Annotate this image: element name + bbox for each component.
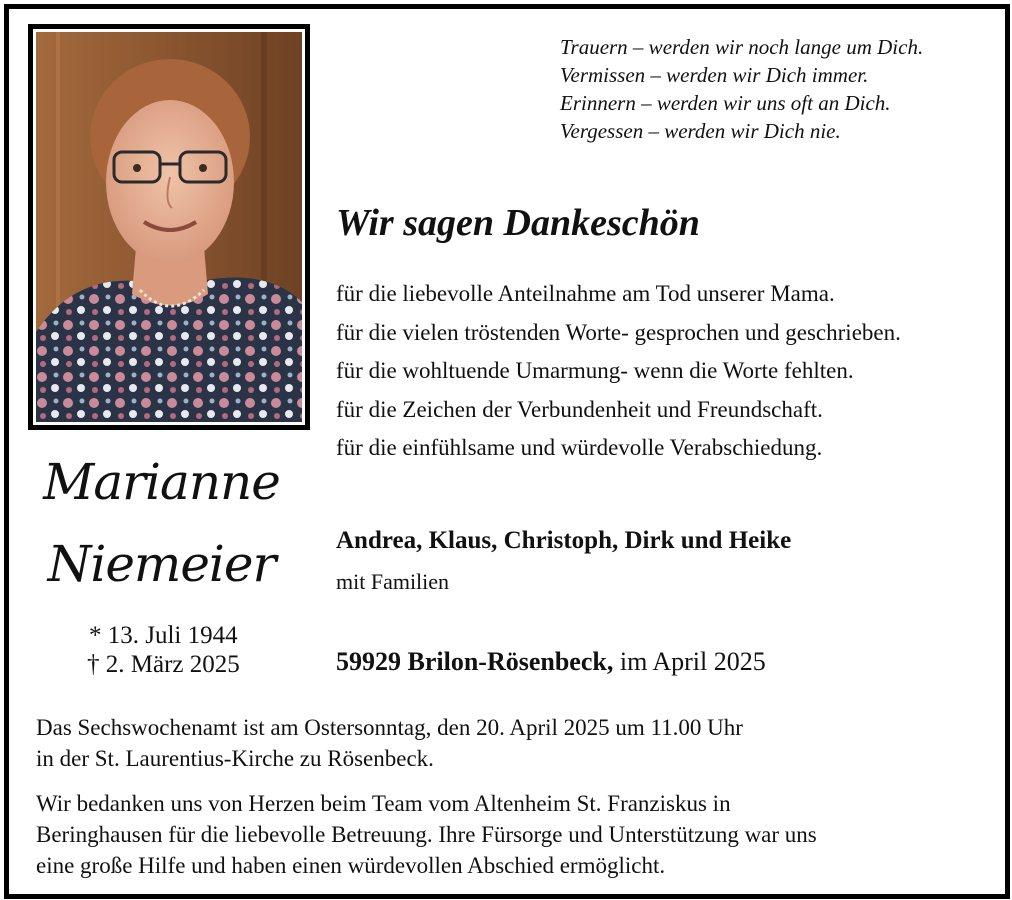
notice-line: eine große Hilfe und haben einen würdevollen Abschied ermöglicht. (36, 853, 666, 878)
birth-date: * 13. Juli 1944 (89, 622, 238, 649)
portrait-photo (28, 24, 310, 430)
place-date (336, 647, 766, 677)
place-city: 59929 Brilon-Rösenbeck, (336, 647, 614, 676)
first-name: Marianne (43, 453, 280, 511)
notice-line: Wir bedanken uns von Herzen beim Team vom Altenheim St. Franziskus in (36, 791, 731, 816)
thanks-line: für die liebevolle Anteilnahme am Tod unserer Mama. (336, 281, 835, 306)
portrait-image (36, 32, 302, 422)
thanks-line: für die Zeichen der Verbundenheit und Freundschaft. (336, 396, 823, 422)
mass-notice (36, 712, 743, 774)
death-date: † 2. März 2025 (87, 651, 240, 678)
poem-line: Trauern – werden wir noch lange um Dich. (560, 35, 924, 59)
last-name: Niemeier (47, 535, 276, 593)
notice-line: Das Sechswochenamt ist am Ostersonntag, den 20. April 2025 um 11.00 Uhr (36, 715, 743, 740)
thanks-notice (36, 788, 817, 881)
poem-line: Vermissen – werden wir Dich immer. (560, 63, 869, 87)
place-month: im April 2025 (613, 647, 766, 676)
thanks-line: für die vielen tröstenden Worte- gesprochen und geschrieben. (336, 319, 901, 345)
thanks-list (336, 275, 901, 468)
poem-line: Erinnern – werden wir uns oft an Dich. (560, 91, 891, 115)
headline: Wir sagen Dankeschön (336, 202, 700, 244)
thanks-line: für die einfühlsame und würdevolle Verabschiedung. (336, 435, 823, 460)
notice-line: Beringhausen für die liebevolle Betreuung. Ihre Fürsorge und Unterstützung war uns (36, 822, 817, 847)
poem-line: Vergessen – werden wir Dich nie. (560, 119, 841, 143)
families: mit Familien (336, 569, 450, 594)
poem (560, 33, 923, 145)
thanks-line: für die wohltuende Umarmung- wenn die Worte fehlten. (336, 358, 854, 383)
notice-line: in der St. Laurentius-Kirche zu Rösenbeck. (36, 746, 434, 771)
signers: Andrea, Klaus, Christoph, Dirk und Heike (336, 527, 792, 554)
obituary-frame (4, 4, 1010, 899)
